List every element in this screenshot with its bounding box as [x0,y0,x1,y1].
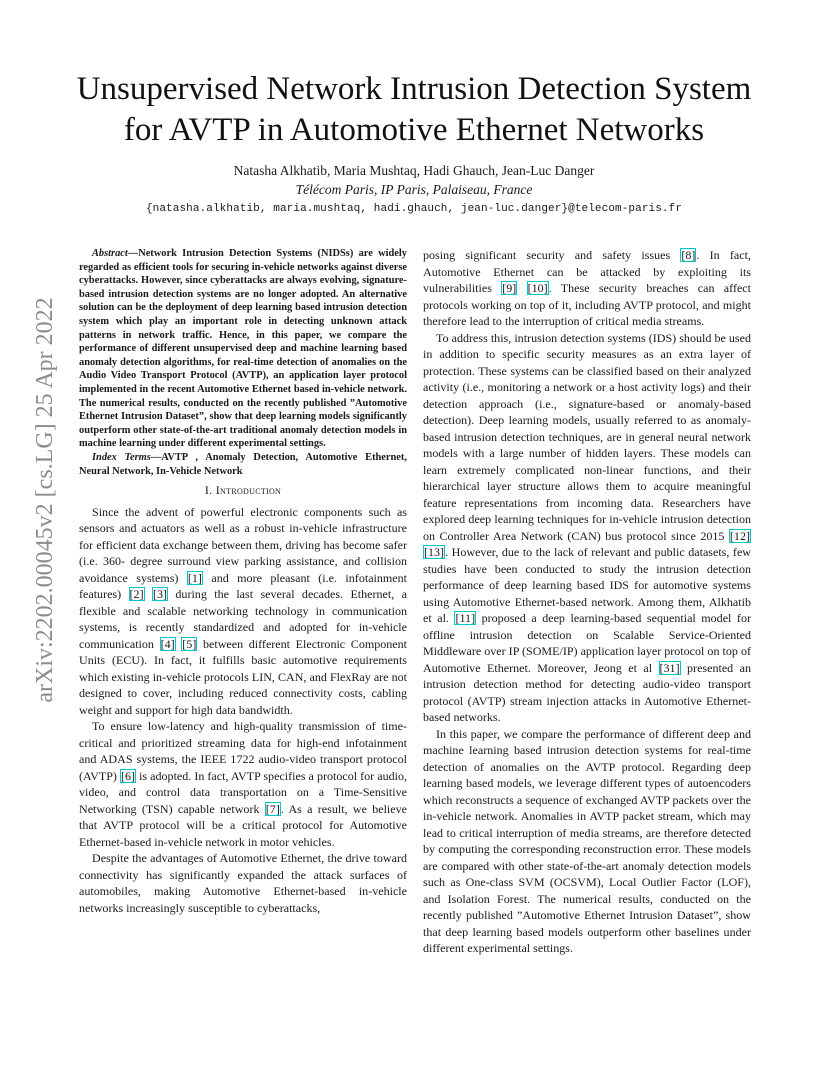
citation-link[interactable]: [6] [120,768,136,783]
citation-link[interactable]: [10] [527,281,548,295]
text-run: Despite the advantages of Automotive Ethernet, the drive toward connectivity has significantly expanded the attack surfaces of automobiles, making Automotive Ethernet-based in-vehicle networks increasingly susceptible to cyberattacks, [79,851,407,915]
intro-paragraph-2 [79,718,407,850]
citation-link[interactable]: [7] [265,801,280,816]
citation-link[interactable]: [13] [424,545,445,559]
text-run: between different Electronic Component Units (ECU). In fact, it fulfills basic automotive requirements which existing in-vehicle protocols LIN, CAN, and FlexRay are not designed to cover, including reduced connectivity costs, cabling weight and support for high data bandwidth. [79,636,408,717]
index-terms [79,451,407,478]
intro-paragraph-3-continued [423,247,751,330]
index-terms-text: —AVTP , Anomaly Detection, Automotive Ethernet, Neural Network, In-Vehicle Network [79,451,407,477]
index-terms-label: Index Terms [92,451,151,463]
affiliation: Télécom Paris, IP Paris, Palaiseau, France [295,182,533,197]
section-title: Introduction [215,483,282,498]
text-run: In this paper, we compare the performance of different deep and machine learning based intrusion detection systems for real-time detection of anomalies on the AVTP protocol. Regarding deep learning based models, we leverage different types of autoencoders which reconstructs a sequence of exchanged AVTP packets over the in-vehicle network. Anomalies in AVTP packet stream, which may lead to critical interruption of media streams, are therefore detected by computing the corresponding reconstruction error. These models are compared with other state-of-the-art anomaly detection models such as One-class SVM (OCSVM), Local Outlier Factor (LOF), and Isolation Forest. The numerical results, conducted on the recently published ”Automotive Ethernet Intrusion Dataset”, show that deep learning based models outperform other baselines under different experimental settings. [423,726,751,955]
text-run: and more pleasant (i.e. infotainment features) [79,570,407,602]
text-run: To ensure low-latency and high-quality transmission of time-critical and prioritized streaming data for high-end infotainment and ADAS systems, the IEEE 1722 audio-video transport protocol (AVTP) [79,719,407,783]
title-line-1: Unsupervised Network Intrusion Detection System [76,71,752,107]
citation-link[interactable]: [8] [681,248,696,262]
text-run: posing significant security and safety issues [423,248,681,262]
author-list: Natasha Alkhatib, Maria Mushtaq, Hadi Ghauch, Jean-Luc Danger [233,163,595,178]
section-heading-introduction [79,482,407,499]
citation-link[interactable]: [12] [729,528,750,543]
text-run: proposed a deep learning-based sequential model for offline intrusion detection on Scalable Service-Oriented Middleware over IP (SOME/IP) application layer protocol on top of Automotive Ethernet. Moreover, Jeong et al [423,611,751,675]
text-run: . These security breaches can affect protocols working on top of it, including AVTP protocol, and might therefore lead to the interruption of critical media streams. [423,281,751,328]
intro-paragraph-4 [423,330,751,726]
intro-paragraph-1 [79,504,407,719]
text-run: presented an intrusion detection method for detecting audio-video transport protocol (AVTP) stream injection attacks in Automotive Ethernet-based networks. [423,660,751,724]
citation-link[interactable]: [9] [502,281,517,295]
left-column [79,247,407,916]
text-run: during the last several decades. Ethernet, a flexible and scalable networking technology in communication systems, is recently standardized and adopted for in-vehicle communication [79,587,407,651]
text-run: . However, due to the lack of relevant and public datasets, few studies have been conducted to study the intrusion detection performance of deep learning based IDS for automotive systems using Automotive Ethernet-based network. Among them, Alkhatib et al. [423,545,751,625]
citation-link[interactable]: [11] [455,611,476,625]
section-numeral: I. [204,483,216,498]
right-column [423,247,751,957]
citation-link[interactable]: [3] [152,587,168,602]
author-emails: {natasha.alkhatib, maria.mushtaq, hadi.ghauch, jean-luc.danger}@telecom-paris.fr [145,203,683,215]
title-line-2: for AVTP in Automotive Ethernet Networks [123,112,705,148]
citation-link[interactable]: [2] [129,587,144,602]
citation-link[interactable]: [1] [187,570,202,585]
text-run: . In fact, Automotive Ethernet can be attacked by exploiting its vulnerabilities [423,248,751,295]
text-run: is adopted. In fact, AVTP specifies a protocol for audio, video, and control data transportation on a Time-Sensitive Networking (TSN) capable network [79,768,407,816]
abstract [79,247,407,451]
arxiv-identifier: arXiv:2202.00045v2 [cs.LG] 25 Apr 2022 [32,297,58,703]
abstract-label: Abstract [92,248,128,259]
intro-paragraph-3 [79,850,407,916]
text-run: To address this, intrusion detection systems (IDS) should be used in addition to specific security measures as an extra layer of protection. These systems can be classified based on their analyzed activity (i.e., monitoring a network or a host activity logs) and their detection approach (i.e., signature-based or anomaly-based detection). Deep learning models, usually referred to as anomaly-based intrusion detection techniques, are in general neural network models with a large number of hidden layers. These models can learn extremely complicated non-linear functions, and their hierarchical layer structure allows them to acquire meaningful feature representations from incoming data. Researchers have explored deep learning techniques for in-vehicle intrusion detection on Controller Area Network (CAN) bus protocol since 2015 [423,330,751,543]
text-run: . As a result, we believe that AVTP protocol will be a critical protocol for Automotive Ethernet-based in-vehicle network in motor vehicles. [79,801,407,849]
citation-link[interactable]: [5] [182,636,197,651]
text-run: Since the advent of powerful electronic components such as sensors and actuators as well as a robust in-vehicle infrastructure for efficient data exchange between them, driving has become safer (i.e. 360- degree surround view parking assistance, and collision avoidance systems) [79,504,407,585]
intro-paragraph-5 [423,726,751,957]
abstract-text: —Network Intrusion Detection Systems (NIDSs) are widely regarded as efficient tools for securing in-vehicle networks against diverse cyberattacks. However, since cyberattacks are always evolving, signature-based intrusion detection systems are no longer adopted. An alternative solution can be the deployment of deep learning based intrusion detection system which play an important role in detecting unknown attack patterns in network traffic. Hence, in this paper, we compare the performance of different unsupervised deep and machine learning based anomaly detection algorithms, for real-time detection of anomalies on the Audio Video Transport Protocol (AVTP), an application layer protocol implemented in the recent Automotive Ethernet based in-vehicle network. The numerical results, conducted on the recently published ”Automotive Ethernet Intrusion Dataset”, show that deep learning models significantly outperform other state-of-the-art traditional anomaly detection models in machine learning under different experimental settings. [79,248,407,450]
paper-title [0,69,828,151]
citation-link[interactable]: [31] [659,660,680,675]
citation-link[interactable]: [4] [160,636,175,651]
